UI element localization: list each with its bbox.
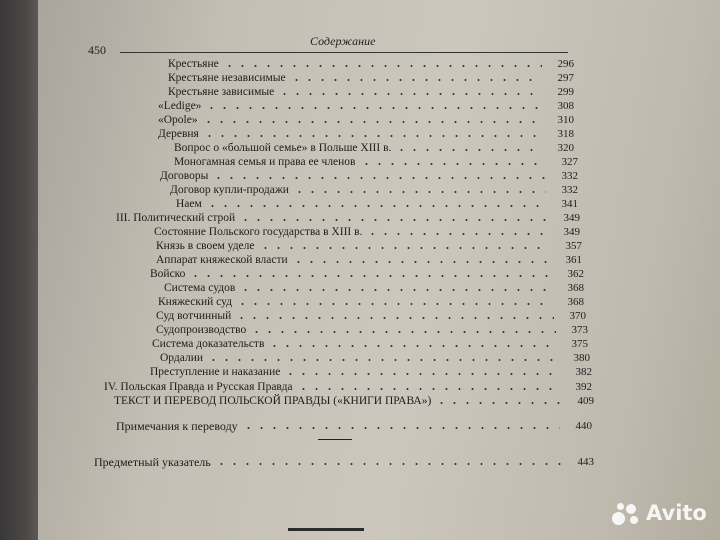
toc-entry-title: «Ledige» (158, 100, 202, 112)
toc-entry-title: Деревня (158, 128, 199, 140)
toc-entry-page: 310 (557, 114, 574, 126)
toc-entry-page: 296 (557, 58, 574, 70)
section-divider (318, 439, 352, 440)
toc-entry (94, 455, 594, 469)
toc-entry (158, 295, 584, 309)
toc-entry-title: Войско (150, 268, 186, 280)
toc-entry-title: Состояние Польского государства в XIII в. (154, 226, 363, 238)
toc-entry-title: Вопрос о «большой семье» в Польше XIII в. (174, 142, 392, 154)
toc-entry (170, 183, 578, 197)
toc-entry-title: Наем (176, 198, 202, 210)
toc-entry (168, 57, 574, 71)
dot-leader (284, 373, 560, 375)
toc-entry-title: Судопроизводство (156, 324, 247, 336)
toc-entry (104, 380, 592, 394)
toc-entry-title: Аппарат княжеской власти (156, 254, 288, 266)
toc-entry (160, 169, 578, 183)
toc-entry-page: 440 (575, 420, 592, 432)
dot-leader (297, 388, 560, 390)
dot-leader (242, 427, 560, 429)
toc-entry-title: IV. Польская Правда и Русская Правда (104, 381, 293, 393)
toc-entry (168, 85, 574, 99)
toc-entry-page: 373 (571, 324, 588, 336)
toc-entry-page: 361 (565, 254, 582, 266)
toc-entry-page: 392 (575, 381, 592, 393)
toc-entry-page: 332 (561, 184, 578, 196)
toc-entry (156, 253, 582, 267)
dot-leader (207, 359, 558, 361)
dot-leader (360, 163, 547, 165)
toc-entry-page: 327 (561, 156, 578, 168)
dot-leader (293, 191, 546, 193)
bottom-rule (288, 528, 364, 531)
toc-entry (154, 225, 580, 239)
toc-entry-title: «Opole» (158, 114, 198, 126)
toc-entry-title: Князь в своем уделе (156, 240, 255, 252)
avito-watermark-text: Avito (646, 501, 707, 525)
dot-leader (259, 247, 550, 249)
toc-entry-title: Крестьяне независимые (168, 72, 286, 84)
toc-entry-page: 375 (571, 338, 588, 350)
toc-entry-title: Договор купли-продажи (170, 184, 289, 196)
toc-entry-page: 370 (569, 310, 586, 322)
toc-entry (158, 99, 574, 113)
book-shadow-left (0, 0, 40, 540)
toc-entry-page: 443 (577, 456, 594, 468)
toc-entry-page: 341 (561, 198, 578, 210)
dot-leader (212, 177, 546, 179)
toc-entry-page: 332 (561, 170, 578, 182)
dot-leader (239, 219, 548, 221)
dot-leader (206, 205, 546, 207)
toc-entry-page: 368 (567, 296, 584, 308)
toc-entry-title: Ордалии (160, 352, 204, 364)
toc-entry-page: 357 (565, 240, 582, 252)
toc-entry-title: Договоры (160, 170, 209, 182)
toc-entry-page: 409 (577, 395, 594, 407)
dot-leader (268, 345, 556, 347)
avito-logo-icon (612, 500, 642, 526)
toc-entry (150, 267, 584, 281)
dot-leader (435, 402, 562, 404)
toc-entry-page: 362 (567, 268, 584, 280)
running-head: Содержание (310, 34, 376, 48)
dot-leader (203, 135, 542, 137)
dot-leader (236, 303, 552, 305)
toc-entry-title: Крестьяне зависимые (168, 86, 275, 98)
toc-entry-title: Княжеский суд (158, 296, 233, 308)
avito-watermark (612, 500, 707, 526)
toc-entry (160, 351, 590, 365)
header-rule (120, 52, 568, 53)
toc-entry-title: Система судов (164, 282, 236, 294)
toc-entry-page: 349 (563, 226, 580, 238)
toc-entry (116, 419, 592, 433)
toc-entry (156, 309, 586, 323)
toc-entry-page: 299 (557, 86, 574, 98)
dot-leader (292, 261, 550, 263)
toc-entry (152, 337, 588, 351)
toc-entry-title: Система доказательств (152, 338, 265, 350)
page-number: 450 (88, 43, 106, 57)
dot-leader (202, 121, 542, 123)
toc-entry-page: 380 (573, 352, 590, 364)
dot-leader (239, 289, 552, 291)
dot-leader (189, 275, 552, 277)
toc-entry-page: 297 (557, 72, 574, 84)
dot-leader (395, 149, 542, 151)
dot-leader (250, 331, 556, 333)
toc-entry-page: 382 (575, 366, 592, 378)
toc-entry (168, 71, 574, 85)
dot-leader (278, 93, 542, 95)
toc-entry-page: 308 (557, 100, 574, 112)
toc-entry-title: ТЕКСТ И ПЕРЕВОД ПОЛЬСКОЙ ПРАВДЫ («КНИГИ ПРАВА») (114, 395, 432, 407)
toc-entry-title: Преступление и наказание (150, 366, 281, 378)
toc-entry (158, 113, 574, 127)
toc-entry-page: 349 (563, 212, 580, 224)
dot-leader (215, 463, 562, 465)
toc-entry-page: 368 (567, 282, 584, 294)
toc-entry (158, 127, 574, 141)
toc-entry-title: Крестьяне (168, 58, 219, 70)
toc-entry (116, 211, 580, 225)
toc-entry (114, 394, 594, 408)
toc-entry-title: III. Политический строй (116, 212, 236, 224)
toc-entry-title: Суд вотчинный (156, 310, 232, 322)
toc-entry-page: 318 (557, 128, 574, 140)
toc-entry (156, 239, 582, 253)
toc-entry (164, 281, 584, 295)
dot-leader (223, 65, 542, 67)
toc-entry-title: Моногамная семья и права ее членов (174, 156, 356, 168)
toc-entry-title: Предметный указатель (94, 455, 211, 469)
dot-leader (290, 79, 542, 81)
toc-entry (150, 365, 592, 379)
toc-entry (176, 197, 578, 211)
dot-leader (205, 107, 542, 109)
toc-entry (174, 155, 578, 169)
toc-entry-title: Примечания к переводу (116, 419, 238, 433)
dot-leader (235, 317, 554, 319)
toc-entry-page: 320 (557, 142, 574, 154)
dot-leader (366, 233, 548, 235)
toc-entry (156, 323, 588, 337)
toc-entry (174, 141, 574, 155)
